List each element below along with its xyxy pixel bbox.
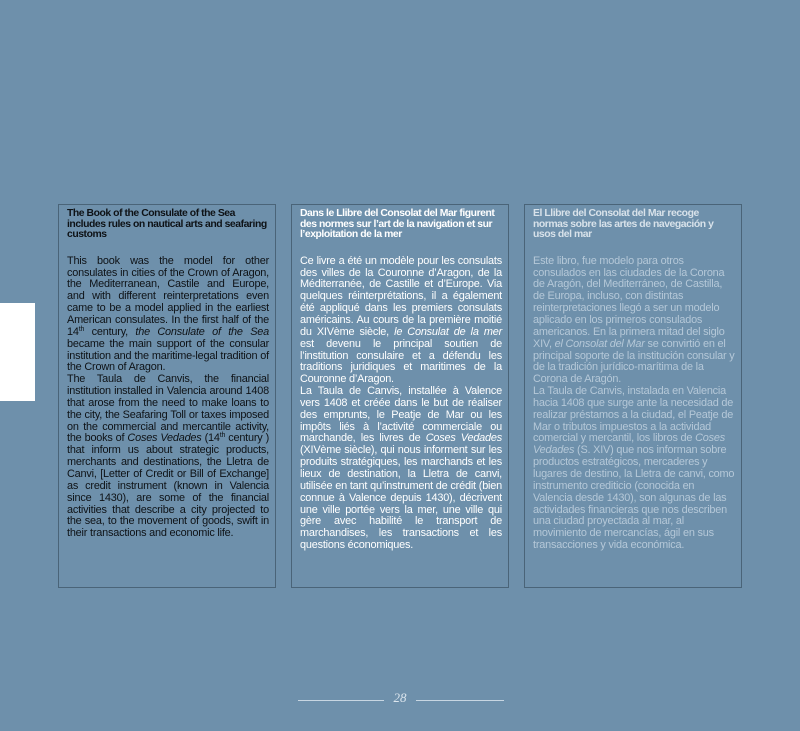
english-p2-text-c: century ) that inform us about strategic products, merchants and destinations, the Lletra de Canvi, [Letter of Credit or Bill of Exchange] as credit instrument (known in Valencia since 1430), are some of the financial activities that describe a city projected to the sea, to the movement of goods, swift in their transactions and economic life. bbox=[67, 432, 269, 540]
side-tab-marker bbox=[0, 303, 35, 401]
french-p2-italic: Coses Vedades bbox=[425, 432, 502, 445]
english-paragraph-1 bbox=[67, 256, 269, 374]
english-p2-text-b: (14 bbox=[201, 432, 220, 445]
english-p1-italic: the Consulate of the Sea bbox=[135, 325, 269, 338]
spanish-p2-text-b: (S. XIV) que nos informan sobre productos estratégicos, mercaderes y lugares de destino, la Lletra de canvi, como instrumento crediticio (conocida en Valencia desde 1430), son algunas de las actividades financieras que nos describen una ciudad proyectada al mar, al movimiento de mercancías, ágil en sus transacciones y vida económica. bbox=[533, 444, 735, 552]
spanish-paragraph-1 bbox=[533, 256, 735, 386]
french-heading: Dans le Llibre del Consolat del Mar figurent des normes sur l’art de la navigation et sur l’exploitation de la mer bbox=[300, 208, 495, 241]
english-paragraph-2 bbox=[67, 374, 269, 540]
spanish-heading: El Llibre del Consolat del Mar recoge normas sobre las artes de navegación y usos del mar bbox=[533, 208, 714, 241]
french-p2-text-b: (XIVème siècle), qui nous informent sur les produits stratégiques, les marchands et les lieux de destination, la Lletra de canvi, utilisée en tant qu’instrument de crédit (bien connue à Valence depuis 1430), décrivent une ville portée vers la mer, une ville qui gère avec habilité le transport de marchandises, les transactions et les questions économiques. bbox=[300, 444, 502, 552]
english-heading: The Book of the Consulate of the Sea includes rules on nautical arts and seafaring customs bbox=[67, 208, 267, 241]
english-body bbox=[67, 256, 269, 540]
spanish-p2-text-a: La Taula de Canvis, instalada en Valencia hacia 1408 que surge ante la necesidad de realizar préstamos a la ciudad, el Peatje de Mar o tributos impuestos a la actividad comercial y mercantil, los libros de bbox=[533, 385, 734, 445]
spanish-text-column bbox=[524, 204, 742, 588]
page-number: 28 bbox=[393, 690, 407, 705]
french-body bbox=[300, 256, 502, 552]
spanish-p1-text-a: Este libro, fue modelo para otros consulados en las ciudades de la Corona de Aragón, del Mediterráneo, de Castilla, de Europa, incluso, con distintas reinterpretaciones llegó a ser un modelo aplicado en los primeros consulados americanos. En la primera mitad del siglo XIV, bbox=[533, 254, 725, 350]
french-p1-text-a: Ce livre a été un modèle pour les consulats des villes de la Couronne d’Aragon, de la Méditerranée, de Castille et d’Europe. Via quelques réinterprétations, il a également été appliqué dans les premiers consulats américains. Au cours de la première moitié du XIVème siècle, bbox=[300, 254, 502, 338]
french-paragraph-2 bbox=[300, 386, 502, 552]
french-paragraph-1 bbox=[300, 256, 502, 386]
french-p2-text-a: La Taula de Canvis, installée à Valence vers 1408 et créée dans le but de réaliser des emprunts, le Peatje de Mar ou les impôts liés à l’activité commerciale ou marchande, les livres de bbox=[300, 385, 502, 445]
spanish-p2-italic: Coses Vedades bbox=[533, 432, 725, 457]
page-footer bbox=[0, 690, 800, 708]
english-p1-text-c: became the main support of the consular institution and the maritime-legal tradition of the Crown of Aragon. bbox=[67, 337, 269, 374]
english-p2-superscript: th bbox=[219, 432, 226, 440]
spanish-paragraph-2 bbox=[533, 386, 735, 552]
spanish-p1-text-b: se convirtió en el principal soporte de la institución consular y de la tradición jurídico-marítima de la Corona de Aragón. bbox=[533, 337, 735, 386]
english-p2-italic: Coses Vedades bbox=[127, 432, 202, 445]
footer-rule-right bbox=[416, 700, 504, 701]
french-p1-italic: le Consulat de la mer bbox=[394, 325, 502, 338]
english-p1-superscript: th bbox=[78, 325, 85, 333]
english-p2-text-a: The Taula de Canvis, the financial institution installed in Valencia around 1408 that arose from the need to make loans to the city, the Seafaring Toll or taxes imposed on the commercial and mercantile activity, the books of bbox=[67, 373, 269, 445]
french-text-column bbox=[291, 204, 509, 588]
english-p1-text-b: century, bbox=[84, 325, 136, 338]
spanish-p1-italic: el Consolat del Mar bbox=[554, 337, 645, 350]
english-p1-text-a: This book was the model for other consulates in cities of the Crown of Aragon, the Mediterranean, Castile and Europe, and with different reinterpretations even came to be a model applied in the earliest American consulates. In the first half of the 14 bbox=[67, 254, 269, 338]
footer-rule-left bbox=[298, 700, 384, 701]
english-text-column bbox=[58, 204, 276, 588]
spanish-body bbox=[533, 256, 735, 552]
french-p1-text-b: est devenu le principal soutien de l’institution consulaire et a défendu les traditions juridiques et maritimes de la Couronne d’Aragon. bbox=[300, 337, 502, 386]
